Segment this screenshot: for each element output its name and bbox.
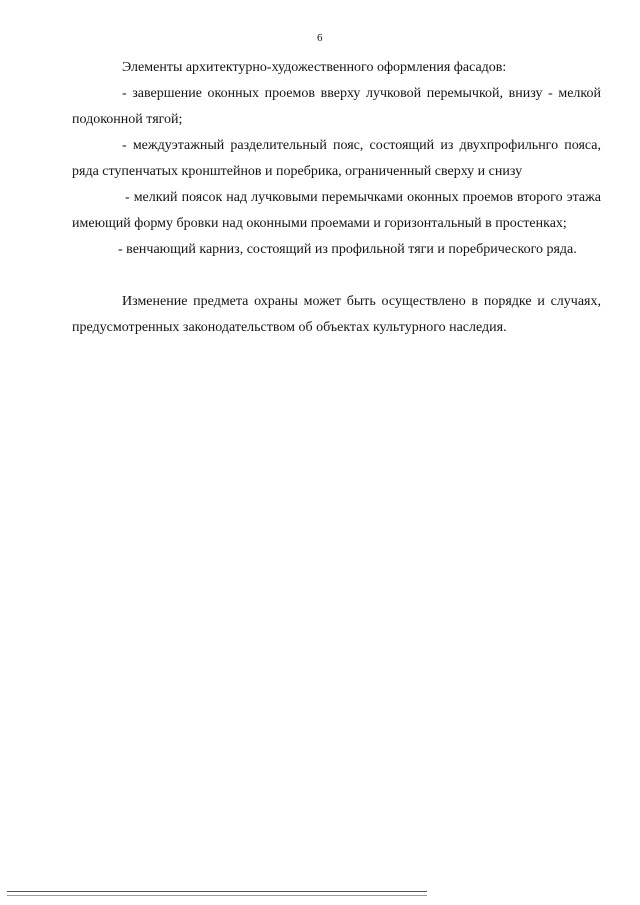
closing-paragraph: Изменение предмета охраны может быть осуществлено в порядке и случаях, предусмотренных законодательством об объектах культурного наследия.: [72, 294, 601, 335]
page-number: 6: [317, 32, 323, 44]
list-item: - венчающий карниз, состоящий из профильной тяги и поребрического ряда.: [118, 242, 577, 257]
section-heading: Элементы архитектурно-художественного оформления фасадов:: [122, 60, 507, 75]
paragraph-spacer: [72, 263, 601, 289]
list-item: - междуэтажный разделительный пояс, состоящий из двухпрофильнго пояса, ряда ступенчатых кронштейнов и поребрика, ограниченный сверху и снизу: [72, 138, 601, 179]
footer-rule: [7, 891, 427, 892]
list-item: - мелкий поясок над лучковыми перемычками оконных проемов второго этажа имеющий форму бровки над оконными проемами и горизонтальный в простенках;: [72, 190, 601, 231]
footer-rule: [7, 895, 427, 896]
list-item: - завершение оконных проемов вверху лучковой перемычкой, внизу - мелкой подоконной тягой;: [72, 86, 601, 127]
document-body: [72, 55, 601, 341]
